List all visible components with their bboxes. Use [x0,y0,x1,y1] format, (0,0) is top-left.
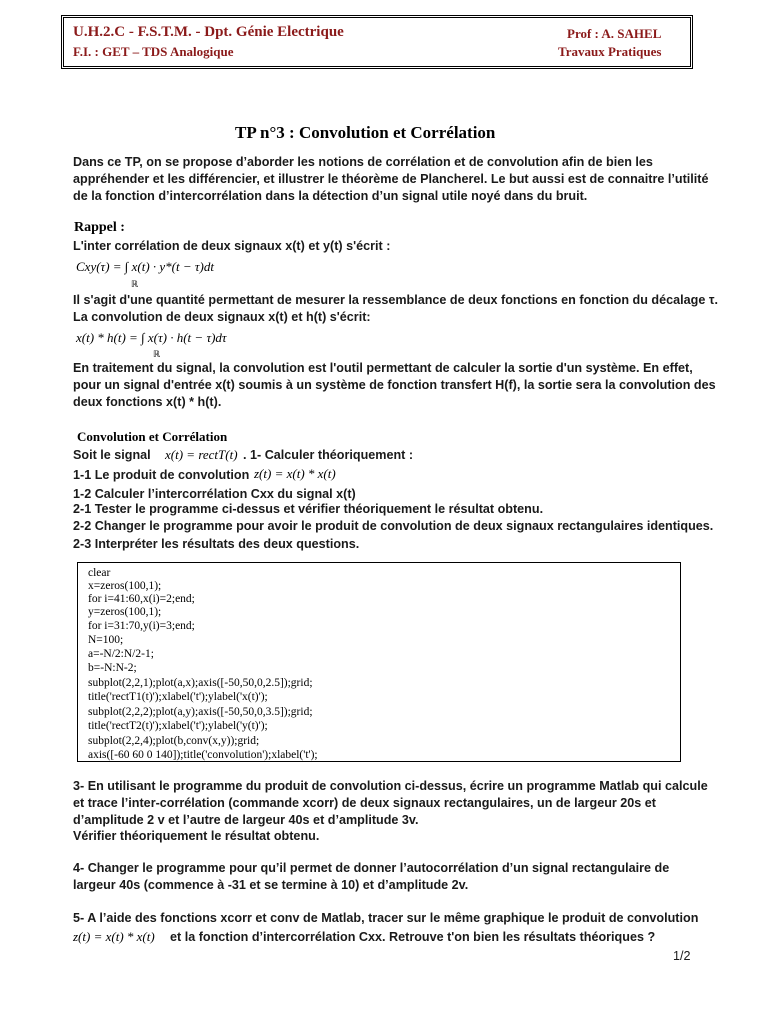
question-4-line-2: largeur 40s (commence à -31 et se termine à 10) et d’amplitude 2v. [73,878,469,892]
signal-processing-line-3: deux fonctions x(t) * h(t). [73,395,222,409]
code-line: x=zeros(100,1); [88,580,162,592]
intro-line-3: de la fonction d’intercorrélation dans la détection d’un signal utile noyé dans du bruit. [73,189,588,203]
question-3-line-1: 3- En utilisant le programme du produit de convolution ci-dessus, écrire un programme Matlab qui calcule [73,779,708,793]
intro-line-1: Dans ce TP, on se propose d’aborder les notions de corrélation et de convolution afin de bien les [73,155,653,169]
convolution-formula: x(t) * h(t) = ∫ x(τ) · h(t − τ)dτ [76,330,227,345]
rappel-heading: Rappel : [74,220,125,235]
code-line: N=100; [88,634,124,646]
code-listing [77,562,681,762]
code-line: for i=41:60,x(i)=2;end; [88,593,195,605]
code-line: y=zeros(100,1); [88,606,162,618]
intro-line-2: appréhender et les différencier, et illustrer le théorème de Plancherel. Le but aussi est de connaitre l’utilité [73,172,709,186]
question-5-formula: z(t) = x(t) * x(t) [73,929,155,944]
question-1-1-formula: z(t) = x(t) * x(t) [254,466,336,481]
convolution-text: La convolution de deux signaux x(t) et h(t) s'écrit: [73,310,371,324]
code-line: title('rectT1(t)');xlabel('t');ylabel('x(t)'); [88,691,268,703]
signal-definition-suffix: . 1- Calculer théoriquement : [243,448,414,462]
question-5-line-2: et la fonction d’intercorrélation Cxx. Retrouve t'on bien les résultats théoriques ? [170,930,656,944]
question-2-3: 2-3 Interpréter les résultats des deux questions. [73,537,360,551]
code-line: title('rectT2(t)');xlabel('t');ylabel('y(t)'); [88,720,268,732]
question-3-line-4: Vérifier théoriquement le résultat obtenu. [73,829,320,843]
code-line: b=-N:N-2; [88,662,137,674]
code-line: for i=31:70,y(i)=3;end; [88,620,195,632]
code-line: clear [88,567,111,579]
question-5-line-1: 5- A l’aide des fonctions xcorr et conv de Matlab, tracer sur le même graphique le produit de convolution [73,911,699,925]
signal-definition-prefix: Soit le signal [73,448,151,462]
signal-definition-formula: x(t) = rectT(t) [165,447,238,462]
header-doc-type: Travaux Pratiques [558,44,662,59]
header-professor: Prof : A. SAHEL [567,26,662,41]
integral-domain-1: ℝ [131,279,139,289]
question-3-line-2: et trace l’inter-corrélation (commande xcorr) de deux signaux rectangulaires, un de largeur 20s et [73,796,656,810]
code-line: subplot(2,2,2);plot(a,y);axis([-50,50,0,3.5]);grid; [88,706,313,718]
page-number: 1/2 [673,949,691,963]
code-line: a=-N/2:N/2-1; [88,648,154,660]
question-1-1-prefix: 1-1 Le produit de convolution [73,468,250,482]
integral-domain-2: ℝ [153,349,161,359]
signal-processing-line-1: En traitement du signal, la convolution est l'outil permettant de calculer la sortie d'un système. En effet, [73,361,693,375]
code-line: subplot(2,2,4);plot(b,conv(x,y));grid; [88,735,260,747]
header-institution: U.H.2.C - F.S.T.M. - Dpt. Génie Electrique [73,24,344,40]
measure-text: Il s'agit d'une quantité permettant de mesurer la ressemblance de deux fonctions en fonction du décalage τ. [73,293,718,307]
question-2-2: 2-2 Changer le programme pour avoir le produit de convolution de deux signaux rectangulaires identiques. [73,519,714,533]
question-3-line-3: d’amplitude 2 v et l’autre de largeur 40s et d’amplitude 3v. [73,813,419,827]
page-title: TP n°3 : Convolution et Corrélation [235,123,496,142]
intercorrelation-formula: Cxy(τ) = ∫ x(t) · y*(t − τ)dt [76,259,214,274]
signal-processing-line-2: pour un signal d'entrée x(t) soumis à un système de fonction transfert H(f), la sortie sera la convolution des [73,378,716,392]
question-1-2: 1-2 Calculer l’intercorrélation Cxx du signal x(t) [73,487,356,501]
code-line: subplot(2,2,1);plot(a,x);axis([-50,50,0,2.5]);grid; [88,677,313,689]
header-course: F.I. : GET – TDS Analogique [73,44,234,59]
question-4-line-1: 4- Changer le programme pour qu’il permet de donner l’autocorrélation d’un signal rectangulaire de [73,861,670,875]
question-2-1: 2-1 Tester le programme ci-dessus et vérifier théoriquement le résultat obtenu. [73,502,544,516]
intercorrelation-text: L'inter corrélation de deux signaux x(t) et y(t) s'écrit : [73,239,391,253]
section-heading: Convolution et Corrélation [77,429,228,444]
code-line: axis([-60 60 0 140]);title('convolution');xlabel('t'); [88,749,318,761]
